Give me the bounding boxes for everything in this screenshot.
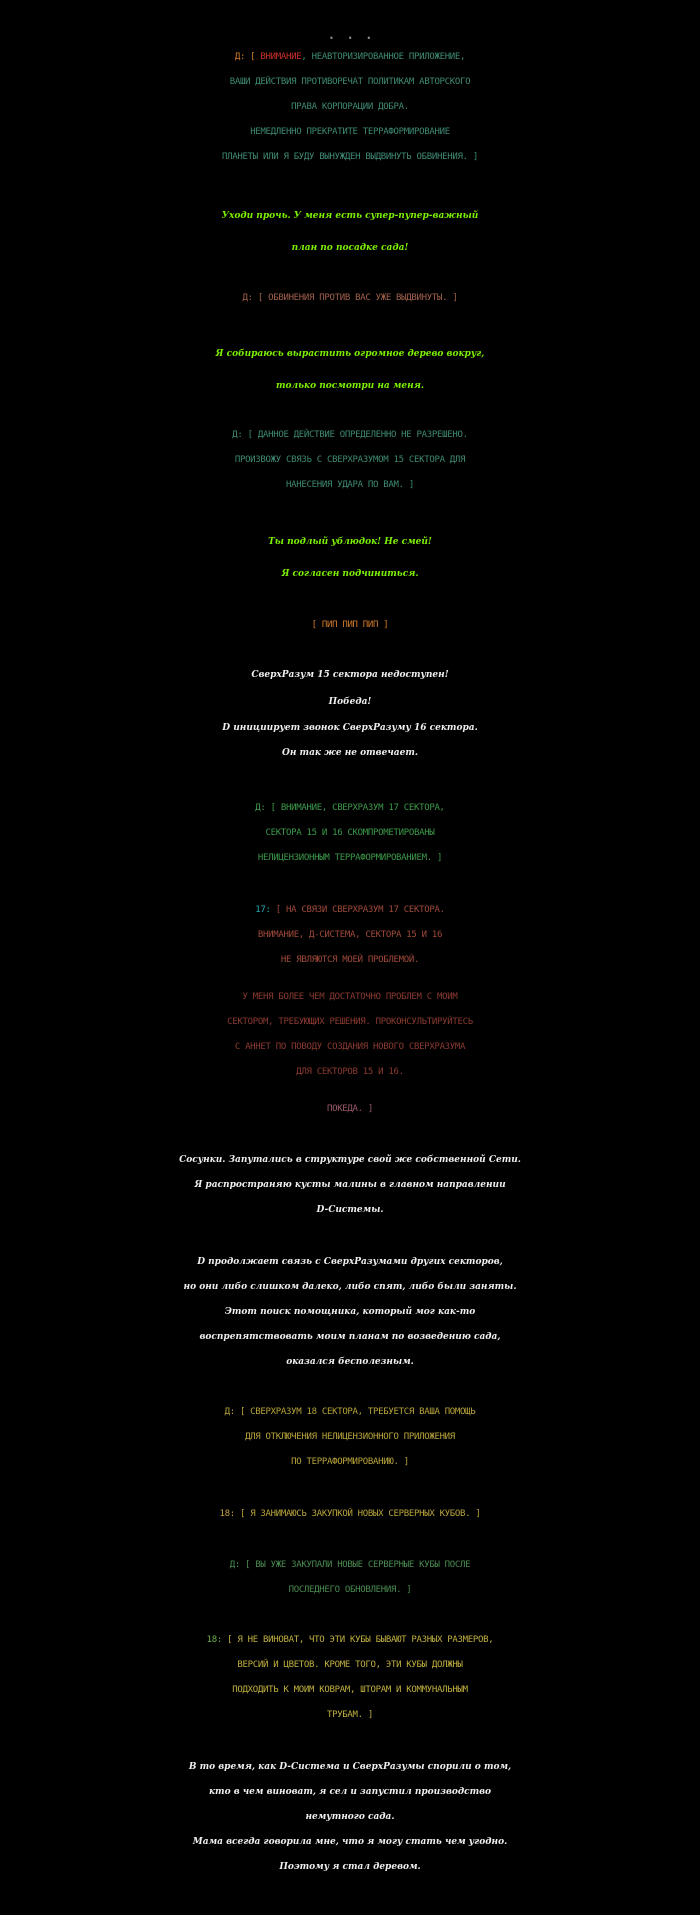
narration-line: В то время, как D-Система и СверхРазумы спорили о том, bbox=[188, 1762, 512, 1772]
overmind18-excuse-block bbox=[0, 1628, 700, 1728]
narration-block-3 bbox=[0, 1250, 700, 1375]
d-system-sector17-block bbox=[0, 796, 700, 871]
d-system-sector18-line: ПО ТЕРРАФОРМИРОВАНИЮ. ] bbox=[291, 1457, 409, 1467]
narration-line: D инициирует звонок СверхРазуму 16 сектора. bbox=[222, 723, 478, 733]
d-system-warning-line-3: ПРАВА КОРПОРАЦИИ ДОБРА. bbox=[291, 102, 409, 112]
narration-line: Он так же не отвечает. bbox=[282, 748, 418, 758]
player-reply-block-1 bbox=[0, 200, 700, 264]
d-system-sector17-line: Д: [ ВНИМАНИЕ, СВЕРХРАЗУМ 17 СЕКТОРА, bbox=[255, 803, 445, 813]
d-system-warning-line-5: ПЛАНЕТЫ ИЛИ Я БУДУ ВЫНУЖДЕН ВЫДВИНУТЬ ОБВИНЕНИЯ. ] bbox=[222, 152, 478, 162]
d-system-sector18-request-block bbox=[0, 1400, 700, 1475]
narration-line: Мама всегда говорила мне, что я могу стать чем угодно. bbox=[192, 1837, 508, 1847]
d-system-warning-block bbox=[0, 45, 700, 170]
overmind17-line: НЕ ЯВЛЯЮТСЯ МОЕЙ ПРОБЛЕМОЙ. bbox=[280, 955, 420, 965]
overmind17-reply-block bbox=[0, 898, 700, 973]
speaker-prefix-17: 17: bbox=[255, 905, 276, 915]
player-reply-block-2 bbox=[0, 338, 700, 402]
d-system-strike-line: ПРОИЗВОЖУ СВЯЗЬ С СВЕРХРАЗУМОМ 15 СЕКТОРА ДЛЯ bbox=[234, 455, 466, 465]
d-system-charges-line: Д: [ ОБВИНЕНИЯ ПРОТИВ ВАС УЖЕ ВЫДВИНУТЫ. ] bbox=[242, 293, 458, 303]
player-reply-line: Уходи прочь. У меня есть супер-пупер-важный bbox=[221, 211, 479, 221]
narration-line: оказался бесполезным. bbox=[286, 1357, 414, 1367]
overmind18-cubes-block bbox=[0, 1502, 700, 1527]
narration-line: кто в чем виноват, я сел и запустил производство bbox=[208, 1787, 492, 1797]
d-system-warning-line-4: НЕМЕДЛЕННО ПРЕКРАТИТЕ ТЕРРАФОРМИРОВАНИЕ bbox=[250, 127, 450, 137]
overmind17-problems-block bbox=[0, 985, 700, 1085]
d-system-strike-line: НАНЕСЕНИЯ УДАРА ПО ВАМ. ] bbox=[286, 480, 414, 490]
victory-line: Победа! bbox=[328, 697, 372, 707]
d-system-sector17-line: НЕЛИЦЕНЗИОННЫМ ТЕРРАФОРМИРОВАНИЕМ. ] bbox=[257, 853, 443, 863]
narration-line: воспрепятствовать моим планам по возведению сада, bbox=[199, 1332, 501, 1342]
speaker-prefix-d: Д: [ bbox=[234, 52, 261, 62]
d-system-sector17-line: СЕКТОРА 15 И 16 СКОМПРОМЕТИРОВАНЫ bbox=[265, 828, 435, 838]
player-reply-line: Ты подлый ублюдок! Не смей! bbox=[268, 537, 432, 547]
overmind17-line: 17: [ НА СВЯЗИ СВЕРХРАЗУМ 17 СЕКТОРА. bbox=[255, 905, 445, 915]
d-system-cubes-line: ПОСЛЕДНЕГО ОБНОВЛЕНИЯ. ] bbox=[288, 1585, 412, 1595]
speaker-prefix-18: 18: bbox=[219, 1509, 240, 1519]
overmind18-line: ПОДХОДИТЬ К МОИМ КОВРАМ, ШТОРАМ И КОММУНАЛЬНЫМ bbox=[232, 1685, 468, 1695]
beep-line: [ ПИП ПИП ПИП ] bbox=[311, 620, 389, 630]
overmind17-line: У МЕНЯ БОЛЕЕ ЧЕМ ДОСТАТОЧНО ПРОБЛЕМ С МОИМ bbox=[242, 992, 458, 1002]
bye-line: ПОКЕДА. ] bbox=[326, 1104, 374, 1114]
d-system-cubes-line: Д: [ ВЫ УЖЕ ЗАКУПАЛИ НОВЫЕ СЕРВЕРНЫЕ КУБЫ ПОСЛЕ bbox=[229, 1560, 471, 1570]
overmind17-line: С АННЕТ ПО ПОВОДУ СОЗДАНИЯ НОВОГО СВЕРХРАЗУМА bbox=[234, 1042, 466, 1052]
overmind18-line: ТРУБАМ. ] bbox=[326, 1710, 374, 1720]
overmind18-line: ВЕРСИЙ И ЦВЕТОВ. КРОМЕ ТОГО, ЭТИ КУБЫ ДОЛЖНЫ bbox=[237, 1660, 463, 1670]
d-system-charges-block bbox=[0, 286, 700, 311]
d-system-warning-line-2: ВАШИ ДЕЙСТВИЯ ПРОТИВОРЕЧАТ ПОЛИТИКАМ АВТОРСКОГО bbox=[229, 77, 471, 87]
narration-line: Сосунки. Запутались в структуре свой же собственной Сети. bbox=[179, 1155, 521, 1165]
overmind18-line: 18: [ Я НЕ ВИНОВАТ, ЧТО ЭТИ КУБЫ БЫВАЮТ РАЗНЫХ РАЗМЕРОВ, bbox=[206, 1635, 494, 1645]
overmind18-line: 18: [ Я ЗАНИМАЮСЬ ЗАКУПКОЙ НОВЫХ СЕРВЕРНЫХ КУБОВ. ] bbox=[219, 1509, 481, 1519]
d-system-strike-line: Д: [ ДАННОЕ ДЕЙСТВИЕ ОПРЕДЕЛЕННО НЕ РАЗРЕШЕНО. bbox=[232, 430, 468, 440]
narration-block-1 bbox=[0, 663, 700, 766]
overmind17-line: СЕКТОРОМ, ТРЕБУЮЩИХ РЕШЕНИЯ. ПРОКОНСУЛЬТИРУЙТЕСЬ bbox=[227, 1017, 473, 1027]
player-reply-line: Я собираюсь вырастить огромное дерево вокруг, bbox=[215, 349, 485, 359]
narration-block-2 bbox=[0, 1148, 700, 1223]
player-reply-line: план по посадке сада! bbox=[291, 243, 409, 253]
narration-block-4 bbox=[0, 1755, 700, 1880]
player-reply-line: Я согласен подчиниться. bbox=[281, 569, 419, 579]
d-system-strike-block bbox=[0, 423, 700, 498]
narration-line: но они либо слишком далеко, либо спят, либо были заняты. bbox=[183, 1282, 517, 1292]
beep-block bbox=[0, 613, 700, 638]
narration-line: D продолжает связь с СверхРазумами других секторов, bbox=[197, 1257, 503, 1267]
player-reply-line: только посмотри на меня. bbox=[275, 381, 425, 391]
d-system-warning-line-1: Д: [ ВНИМАНИЕ, НЕАВТОРИЗИРОВАННОЕ ПРИЛОЖЕНИЕ, bbox=[234, 52, 466, 62]
d-system-sector18-line: Д: [ СВЕРХРАЗУМ 18 СЕКТОРА, ТРЕБУЕТСЯ ВАША ПОМОЩЬ bbox=[224, 1407, 476, 1417]
d-system-cubes-reply-block bbox=[0, 1553, 700, 1603]
speaker-prefix-18: 18: bbox=[206, 1635, 228, 1645]
alert-word: ВНИМАНИЕ bbox=[260, 52, 302, 62]
narration-line: Я распространяю кусты малины в главном направлении bbox=[194, 1180, 506, 1190]
overmind17-line: ДЛЯ СЕКТОРОВ 15 И 16. bbox=[296, 1067, 404, 1077]
narration-line: Этот поиск помощника, который мог как-то bbox=[224, 1307, 476, 1317]
player-reply-block-3 bbox=[0, 526, 700, 590]
narration-line: Поэтому я стал деревом. bbox=[279, 1862, 421, 1872]
narration-line: D-Системы. bbox=[316, 1205, 384, 1215]
ellipsis: . . . bbox=[326, 24, 374, 43]
d-system-sector18-line: ДЛЯ ОТКЛЮЧЕНИЯ НЕЛИЦЕНЗИОННОГО ПРИЛОЖЕНИЯ bbox=[245, 1432, 455, 1442]
narration-line: немутного сада. bbox=[305, 1812, 395, 1822]
overmind17-line: ВНИМАНИЕ, Д-СИСТЕМА, СЕКТОРА 15 И 16 bbox=[257, 930, 443, 940]
narration-line: СверхРазум 15 сектора недоступен! bbox=[251, 670, 449, 680]
bye-block bbox=[0, 1097, 700, 1122]
